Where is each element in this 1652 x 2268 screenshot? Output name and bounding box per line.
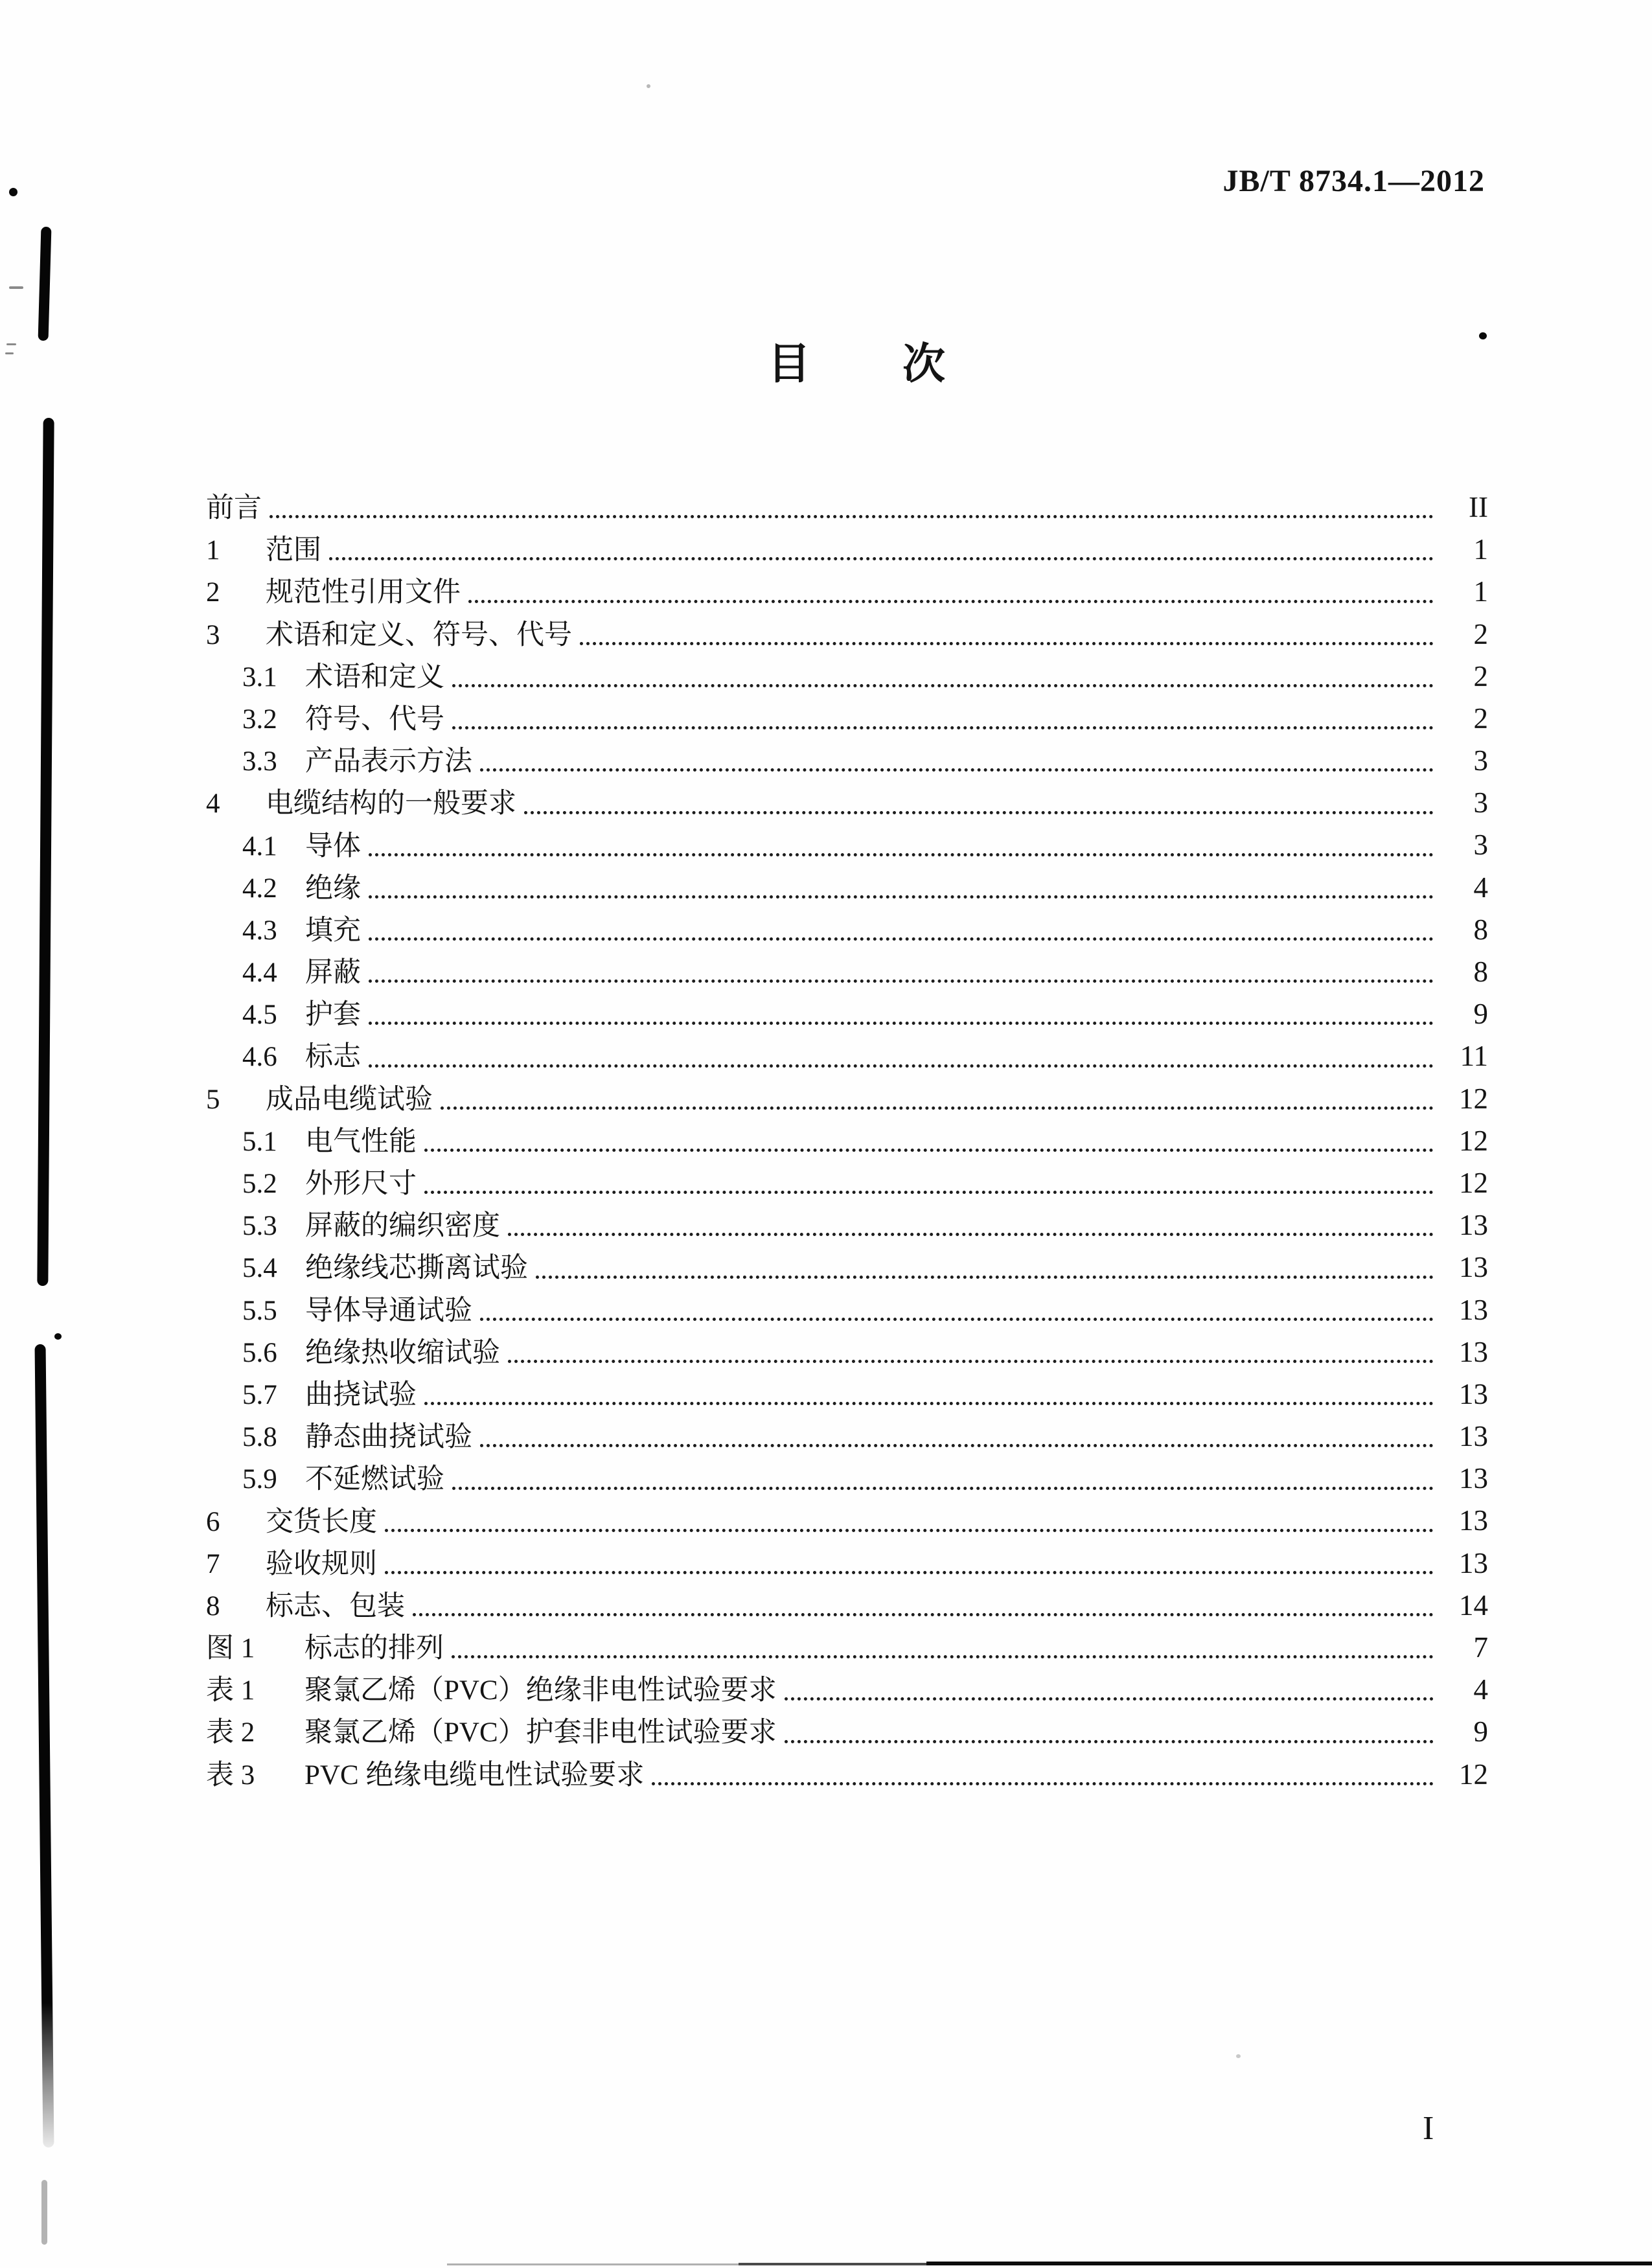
toc-entry-page: 9: [1473, 998, 1488, 1031]
toc-entry-page: 2: [1473, 659, 1488, 693]
toc-row: [206, 1156, 1488, 1198]
toc-entry-prefix: 4.5: [242, 1000, 277, 1031]
toc-entry-page: 2: [1473, 617, 1488, 650]
toc-entry-page: 9: [1473, 1715, 1488, 1748]
scan-dash: [5, 352, 14, 354]
toc-entry-prefix: 5.1: [242, 1126, 277, 1157]
toc-entry-prefix: 4.1: [242, 830, 277, 862]
scan-speck: [1236, 2054, 1241, 2058]
toc-row: [206, 1705, 1488, 1747]
dot-leader: [413, 1613, 1434, 1616]
page-title-char-2: 次: [902, 341, 945, 388]
toc-entry-prefix: 4.4: [242, 957, 277, 989]
dot-leader: [441, 1106, 1434, 1110]
toc-entry-page: 1: [1473, 575, 1488, 608]
toc-entry-title: 导体导通试验: [305, 1295, 472, 1326]
toc-entry-title: 聚氯乙烯（PVC）护套非电性试验要求: [304, 1717, 777, 1748]
scan-speck: [1479, 332, 1487, 339]
toc-row: [206, 523, 1488, 565]
dot-leader: [480, 1318, 1434, 1321]
toc-row: [206, 1748, 1488, 1790]
toc-entry-title: 护套: [305, 1000, 361, 1031]
dot-leader: [652, 1782, 1434, 1785]
toc-entry-prefix: 3.3: [242, 746, 277, 777]
toc-entry-title: 标志、包装: [266, 1590, 405, 1621]
dot-leader: [369, 1064, 1434, 1068]
toc-entry-title: 曲挠试验: [305, 1379, 417, 1410]
toc-entry-title: 绝缘热收缩试验: [305, 1337, 500, 1368]
toc-entry-page: 1: [1473, 533, 1488, 566]
dot-leader: [369, 853, 1434, 856]
dot-leader: [369, 937, 1434, 941]
toc-entry-prefix: 6: [206, 1506, 220, 1537]
toc-entry-title: 术语和定义、符号、代号: [266, 619, 572, 650]
scan-dash: [9, 286, 23, 289]
dot-leader: [468, 600, 1434, 603]
toc-list: [206, 481, 1488, 1790]
toc-row: [206, 1198, 1488, 1241]
toc-entry-prefix: 5.6: [242, 1337, 277, 1368]
toc-row: [206, 608, 1488, 650]
toc-entry-page: 2: [1473, 702, 1488, 735]
toc-entry-prefix: 2: [206, 577, 220, 608]
dot-leader: [452, 726, 1434, 729]
toc-entry-page: 13: [1459, 1335, 1488, 1368]
toc-entry-page: 13: [1459, 1209, 1488, 1242]
toc-entry-prefix: 7: [206, 1548, 220, 1579]
toc-row: [206, 1114, 1488, 1156]
toc-entry-title: 范围: [266, 535, 321, 566]
toc-row: [206, 1579, 1488, 1621]
toc-entry-prefix: 8: [206, 1590, 220, 1621]
toc-entry-page: 13: [1459, 1504, 1488, 1537]
dot-leader: [580, 642, 1434, 645]
toc-entry-prefix: 4.6: [242, 1042, 277, 1073]
toc-entry-prefix: 5.9: [242, 1464, 277, 1495]
dot-leader: [369, 1022, 1434, 1025]
toc-entry-prefix: 5.7: [242, 1379, 277, 1410]
toc-entry-title: 符号、代号: [305, 704, 444, 735]
dot-leader: [785, 1740, 1434, 1743]
toc-entry-title: 导体: [305, 830, 361, 862]
dot-leader: [524, 811, 1434, 814]
toc-entry-page: 8: [1473, 913, 1488, 946]
toc-entry-page: 14: [1459, 1588, 1488, 1621]
toc-row: [206, 1663, 1488, 1705]
toc-row: [206, 1283, 1488, 1325]
toc-entry-title: 外形尺寸: [305, 1169, 417, 1200]
toc-entry-title: 电气性能: [305, 1126, 417, 1157]
toc-entry-title: 标志的排列: [304, 1633, 444, 1664]
toc-entry-page: 7: [1473, 1631, 1488, 1664]
toc-entry-title: 规范性引用文件: [266, 577, 461, 608]
toc-row: [206, 481, 1488, 523]
dot-leader: [480, 768, 1434, 772]
toc-entry-title: 静态曲挠试验: [305, 1422, 472, 1453]
toc-row: [206, 1325, 1488, 1368]
toc-entry-page: 4: [1473, 871, 1488, 904]
toc-entry-title: 前言: [206, 493, 262, 524]
toc-row: [206, 692, 1488, 734]
toc-entry-prefix: 表 3: [206, 1759, 255, 1791]
toc-entry-prefix: 4: [206, 788, 220, 819]
toc-row: [206, 1621, 1488, 1663]
toc-entry-page: 8: [1473, 956, 1488, 988]
toc-entry-page: 12: [1459, 1082, 1488, 1115]
toc-entry-title: 成品电缆试验: [266, 1084, 433, 1115]
toc-row: [206, 776, 1488, 818]
toc-entry-prefix: 4.3: [242, 915, 277, 946]
toc-entry-title: 验收规则: [266, 1548, 377, 1579]
toc-entry-prefix: 1: [206, 535, 220, 566]
dot-leader: [536, 1276, 1434, 1279]
scan-speck: [54, 1333, 62, 1340]
dot-leader: [452, 684, 1434, 687]
toc-entry-page: 3: [1473, 744, 1488, 777]
toc-row: [206, 565, 1488, 607]
page-title-char-1: 目: [768, 341, 810, 388]
toc-row: [206, 734, 1488, 776]
dot-leader: [385, 1571, 1434, 1574]
scan-speck: [647, 84, 650, 88]
toc-entry-page: 11: [1460, 1040, 1488, 1073]
toc-entry-title: 绝缘线芯撕离试验: [305, 1253, 528, 1284]
dot-leader: [369, 979, 1434, 983]
toc-entry-title: 绝缘: [305, 873, 361, 904]
dot-leader: [270, 515, 1434, 518]
toc-entry-title: 屏蔽: [305, 957, 361, 989]
toc-entry-page: 13: [1459, 1251, 1488, 1284]
dot-leader: [329, 557, 1434, 560]
toc-entry-title: 不延燃试验: [305, 1464, 444, 1495]
dot-leader: [508, 1233, 1434, 1236]
scan-streak-top: [38, 227, 52, 341]
toc-entry-prefix: 3.1: [242, 661, 277, 693]
bottom-edge-line: [926, 2262, 1652, 2265]
dot-leader: [480, 1444, 1434, 1447]
scan-streak-bottom: [35, 1344, 54, 2148]
toc-entry-prefix: 5: [206, 1084, 220, 1115]
bottom-edge-line-mid: [739, 2263, 928, 2265]
toc-entry-prefix: 3: [206, 619, 220, 650]
toc-entry-title: PVC 绝缘电缆电性试验要求: [304, 1759, 645, 1791]
toc-entry-prefix: 5.2: [242, 1169, 277, 1200]
toc-row: [206, 1072, 1488, 1114]
standard-code: JB/T 8734.1—2012: [1222, 164, 1485, 198]
toc-entry-title: 术语和定义: [305, 661, 444, 693]
scan-streak-middle: [37, 418, 54, 1286]
toc-entry-prefix: 5.8: [242, 1422, 277, 1453]
toc-entry-prefix: 3.2: [242, 704, 277, 735]
toc-row: [206, 861, 1488, 903]
toc-entry-page: 12: [1459, 1758, 1488, 1791]
toc-entry-prefix: 4.2: [242, 873, 277, 904]
bottom-edge-line-faint: [447, 2263, 739, 2265]
dot-leader: [452, 1487, 1434, 1490]
scan-dash: [6, 343, 16, 345]
toc-entry-page: 13: [1459, 1546, 1488, 1579]
toc-row: [206, 819, 1488, 861]
dot-leader: [424, 1191, 1434, 1194]
toc-row: [206, 987, 1488, 1029]
folio-page-number: I: [1423, 2110, 1434, 2147]
toc-entry-prefix: 表 1: [206, 1675, 255, 1706]
dot-leader: [508, 1360, 1434, 1363]
toc-entry-page: 13: [1459, 1293, 1488, 1326]
toc-entry-title: 标志: [305, 1042, 361, 1073]
toc-entry-page: 12: [1459, 1124, 1488, 1157]
dot-leader: [385, 1529, 1434, 1532]
dot-leader: [424, 1402, 1434, 1405]
toc-row: [206, 903, 1488, 945]
dot-leader: [452, 1655, 1434, 1658]
page-title: [768, 329, 945, 391]
toc-entry-prefix: 表 2: [206, 1717, 255, 1748]
toc-entry-prefix: 5.4: [242, 1253, 277, 1284]
toc-entry-page: 13: [1459, 1420, 1488, 1453]
toc-entry-title: 交货长度: [266, 1506, 377, 1537]
toc-entry-page: 13: [1459, 1462, 1488, 1495]
dot-leader: [785, 1697, 1434, 1701]
dot-leader: [369, 895, 1434, 899]
toc-entry-prefix: 5.3: [242, 1211, 277, 1242]
toc-row: [206, 1241, 1488, 1283]
scan-streak-tail: [41, 2180, 47, 2245]
toc-entry-title: 聚氯乙烯（PVC）绝缘非电性试验要求: [304, 1675, 777, 1706]
toc-row: [206, 945, 1488, 987]
toc-entry-page: 3: [1473, 829, 1488, 862]
toc-entry-prefix: 图 1: [206, 1633, 255, 1664]
toc-row: [206, 1452, 1488, 1494]
dot-leader: [424, 1149, 1434, 1152]
toc-entry-page: 13: [1459, 1377, 1488, 1410]
toc-entry-prefix: 5.5: [242, 1295, 277, 1326]
toc-entry-page: 12: [1459, 1166, 1488, 1199]
toc-entry-title: 屏蔽的编织密度: [305, 1211, 500, 1242]
toc-entry-page: II: [1469, 490, 1488, 523]
toc-row: [206, 1029, 1488, 1071]
toc-entry-title: 电缆结构的一般要求: [266, 788, 516, 819]
toc-entry-title: 产品表示方法: [305, 746, 472, 777]
scan-speck: [9, 188, 17, 196]
toc-entry-page: 4: [1473, 1673, 1488, 1706]
toc-entry-page: 3: [1473, 786, 1488, 819]
toc-row: [206, 1410, 1488, 1452]
toc-row: [206, 1368, 1488, 1410]
toc-row: [206, 650, 1488, 692]
toc-row: [206, 1495, 1488, 1537]
toc-entry-title: 填充: [305, 915, 361, 946]
toc-row: [206, 1537, 1488, 1579]
